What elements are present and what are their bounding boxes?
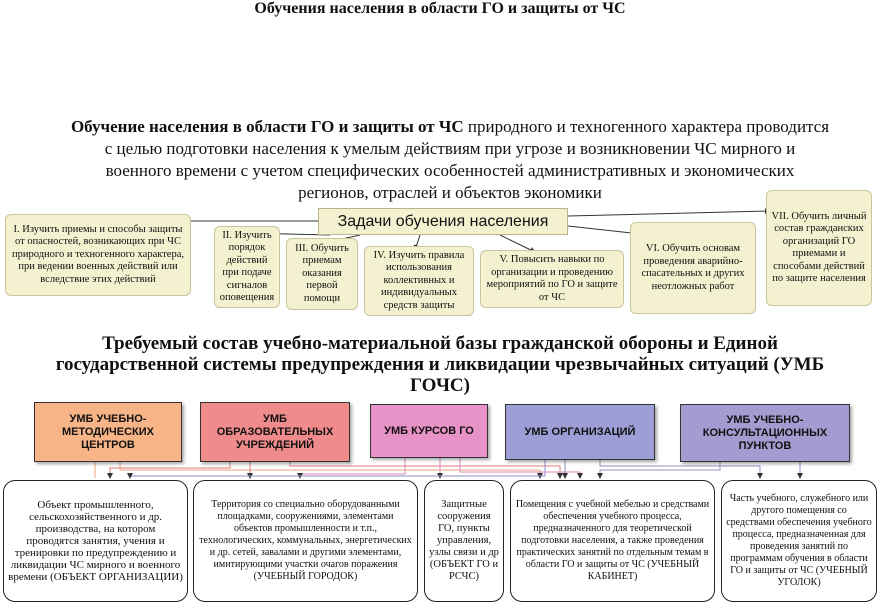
training-town: Территория со специально оборудованными площадками, сооружениями, элементами объектов промышленности и т.п., технологических, коммунальных, энергетических и др. сетей, завалами и другими элементами, имитирующими участки очагов поражения (УЧЕБНЫЙ ГОРОДОК) xyxy=(193,480,418,602)
task-1: I. Изучить приемы и способы защиты от опасностей, возникающих при ЧС природного и техногенного характера, при ведении военных действий или вследствие этих действий xyxy=(5,214,191,296)
umb-organizations: УМБ ОРГАНИЗАЦИЙ xyxy=(505,404,655,460)
intro-rest: природного и техногенного характера проводится с целью подготовки населения к умелым действиям при угрозе и возникновении ЧС мирного и военного времени с учетом специфических особенностей административных и экономических регионов, отраслей и объектов экономики xyxy=(104,117,830,202)
umb-go-courses: УМБ КУРСОВ ГО xyxy=(370,404,488,458)
task-3: III. Обучить приемам оказания первой помощи xyxy=(286,238,358,310)
page-title: Обучения населения в области ГО и защиты от ЧС xyxy=(254,0,626,17)
object-organization: Объект промышленного, сельскохозяйственного и др. производства, на котором проводятся занятия, учения и тренировки по предупреждению и ликвидации ЧС мирного и военного времени (ОБЪЕКТ ОРГАНИЗАЦИИ) xyxy=(3,480,188,602)
required-title: Требуемый состав учебно-материальной базы гражданской обороны и Единой государственной системы предупреждения и ликвидации чрезвычайных ситуаций (УМБ ГОЧС) xyxy=(55,333,825,396)
intro-bold: Обучение населения в области ГО и защиты от ЧС xyxy=(70,117,464,136)
task-4: IV. Изучить правила использования коллективных и индивидуальных средств защиты xyxy=(364,246,474,316)
go-rschs-object: Защитные сооружения ГО, пункты управления, узлы связи и др (ОБЪЕКТ ГО и РСЧС) xyxy=(424,480,504,602)
training-classroom: Помещения с учебной мебелью и средствами обеспечения учебного процесса, предназначенного для теоретической подготовки населения, а также проведения практических занятий по отдельным темам в области ГО и защиты от ЧС (УЧЕБНЫЙ КАБИНЕТ) xyxy=(510,480,715,602)
umb-methodical-centers: УМБ УЧЕБНО-МЕТОДИЧЕСКИХ ЦЕНТРОВ xyxy=(34,402,182,462)
task-7: VII. Обучить личный состав гражданских организаций ГО приемами и способами действий по защите населения xyxy=(766,190,872,306)
umb-consulting-points: УМБ УЧЕБНО-КОНСУЛЬТАЦИОННЫХ ПУНКТОВ xyxy=(680,404,850,462)
task-6: VI. Обучить основам проведения аварийно-спасательных и других неотложных работ xyxy=(630,222,756,314)
task-2: II. Изучить порядок действий при подаче сигналов оповещения xyxy=(214,226,280,308)
umb-educational-institutions: УМБ ОБРАЗОВАТЕЛЬНЫХ УЧРЕЖДЕНИЙ xyxy=(200,402,350,462)
tasks-title: Задачи обучения населения xyxy=(318,208,568,235)
training-corner: Часть учебного, служебного или другого помещения со средствами обеспечения учебного процесса, предназначенная для проведения занятий по программам обучения в области ГО и защиты от ЧС (УЧЕБНЫЙ УГОЛОК) xyxy=(721,480,877,602)
task-5: V. Повысить навыки по организации и проведению мероприятий по ГО и защите от ЧС xyxy=(480,250,624,308)
